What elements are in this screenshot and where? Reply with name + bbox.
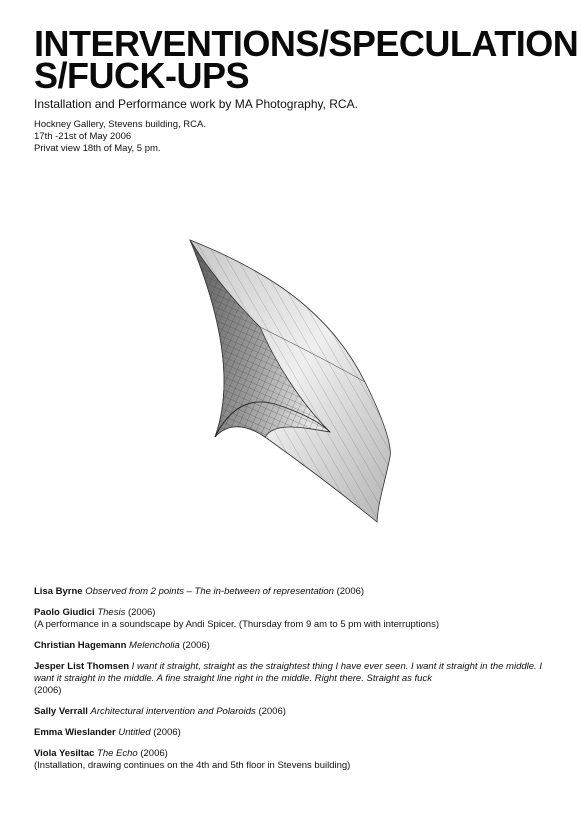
artist-name: Emma Wieslander (34, 727, 116, 738)
artist-name: Sally Verrall (34, 706, 88, 717)
work-title: Architectural intervention and Polaroids (90, 706, 256, 717)
work-title: Thesis (97, 607, 126, 618)
work-note: (A performance in a soundscape by Andi Spicer. (Thursday from 9 am to 5 pm with interruptions) (34, 619, 439, 630)
work-note: (Installation, drawing continues on the 4th and 5th floor in Stevens building) (34, 760, 351, 771)
title-line-1: INTERVENTIONS/SPECULATION (34, 23, 579, 64)
credits-list (34, 586, 544, 781)
work-title: Observed from 2 points – The in-between of representation (85, 586, 334, 597)
work-year: (2006) (127, 607, 156, 618)
subtitle: Installation and Performance work by MA Photography, RCA. (34, 97, 358, 111)
credit-item (34, 727, 544, 739)
work-year: (2006) (336, 586, 365, 597)
credit-item (34, 748, 544, 772)
work-year: (2006) (258, 706, 286, 717)
credit-item (34, 640, 544, 652)
work-title: I want it straight, straight as the straightest thing I have ever seen. I want it straight in the middle. I want it straight in the middle. A fine straight line right in the middle. Right there. Straight as fuck (34, 661, 542, 684)
work-title: The Echo (97, 748, 138, 759)
artist-name: Viola Yesiltac (34, 748, 95, 759)
title-line-2: S/FUCK-UPS (34, 55, 250, 96)
credit-item (34, 607, 544, 631)
artist-name: Paolo Giudici (34, 607, 95, 618)
work-year: (2006) (140, 748, 168, 759)
dates: 17th -21st of May 2006 (34, 131, 132, 142)
work-title: Melencholia (129, 640, 180, 651)
work-year: (2006) (153, 727, 181, 738)
artist-name: Jesper List Thomsen (34, 661, 130, 672)
work-year: (2006) (34, 685, 62, 696)
private-view: Privat view 18th of May, 5 pm. (34, 143, 161, 154)
credit-item (34, 706, 544, 718)
credit-item (34, 661, 544, 697)
poster-title (34, 23, 579, 96)
event-info (34, 119, 206, 155)
artist-name: Lisa Byrne (34, 586, 83, 597)
artist-name: Christian Hagemann (34, 640, 127, 651)
work-year: (2006) (182, 640, 210, 651)
curved-grid-surface-image (180, 232, 410, 528)
venue: Hockney Gallery, Stevens building, RCA. (34, 119, 206, 130)
work-title: Untitled (118, 727, 151, 738)
credit-item (34, 586, 544, 598)
